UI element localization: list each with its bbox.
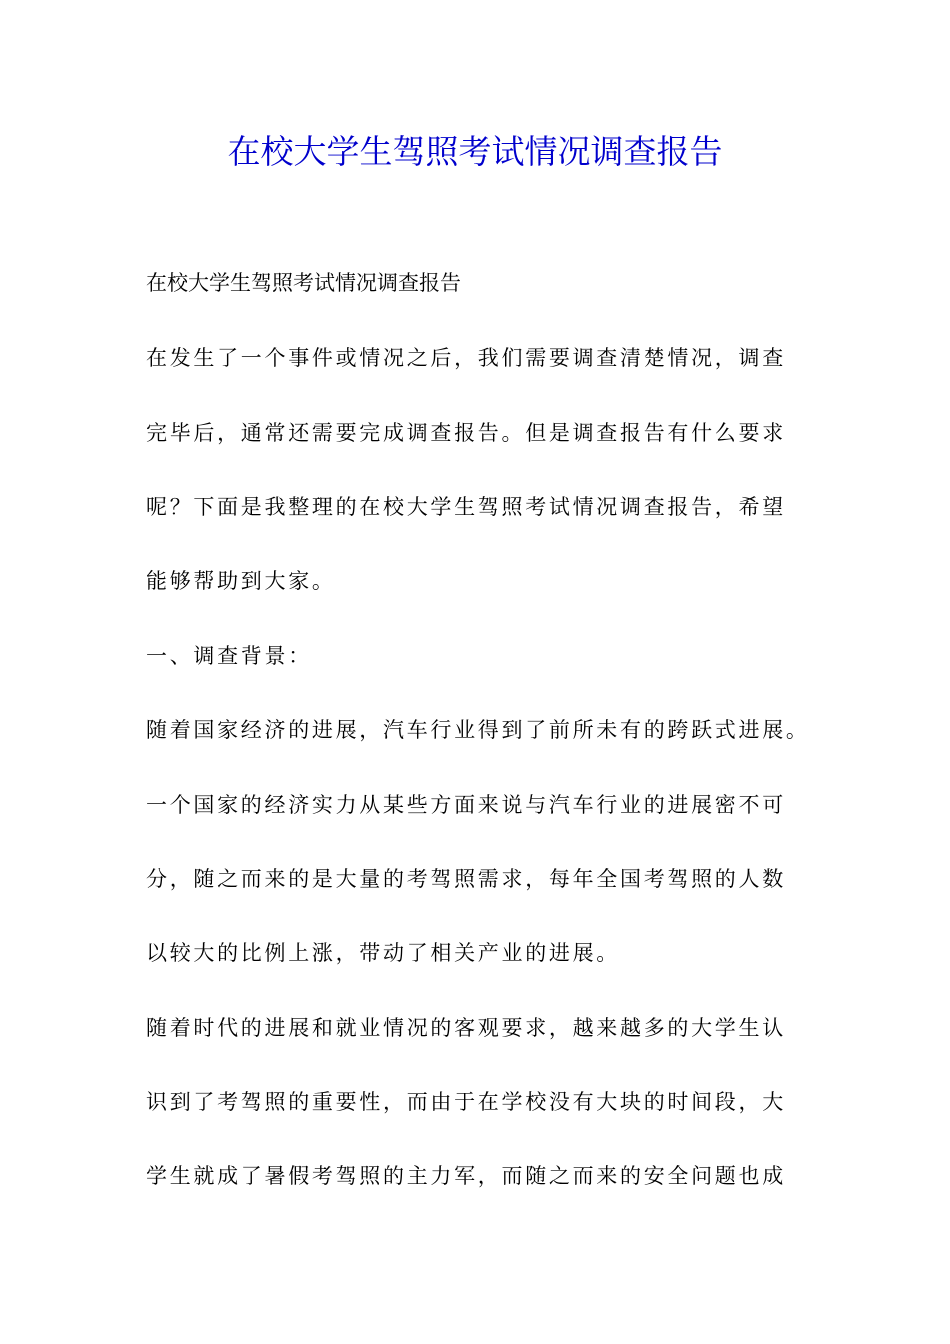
paragraph-line: 学生就成了暑假考驾照的主力军，而随之而来的安全问题也成 xyxy=(146,1164,786,1188)
paragraph-line: 随着时代的进展和就业情况的客观要求，越来越多的大学生认 xyxy=(146,1016,786,1040)
paragraph-line: 以较大的比例上涨，带动了相关产业的进展。 xyxy=(146,941,620,965)
paragraph-line: 能够帮助到大家。 xyxy=(146,569,336,593)
paragraph-line: 完毕后，通常还需要完成调查报告。但是调查报告有什么要求 xyxy=(146,421,786,445)
paragraph-line: 分，随之而来的是大量的考驾照需求，每年全国考驾照的人数 xyxy=(146,867,786,891)
paragraph-line: 呢？下面是我整理的在校大学生驾照考试情况调查报告，希望 xyxy=(146,495,786,519)
paragraph-line: 识到了考驾照的重要性，而由于在学校没有大块的时间段，大 xyxy=(146,1090,786,1114)
section-heading: 一、调查背景： xyxy=(146,644,312,668)
document-title: 在校大学生驾照考试情况调查报告 xyxy=(227,132,723,171)
paragraph-line: 在发生了一个事件或情况之后，我们需要调查清楚情况，调查 xyxy=(146,346,786,370)
paragraph-line: 一个国家的经济实力从某些方面来说与汽车行业的进展密不可 xyxy=(146,793,786,817)
paragraph-line: 随着国家经济的进展，汽车行业得到了前所未有的跨跃式进展。 xyxy=(146,718,810,742)
document-subtitle: 在校大学生驾照考试情况调查报告 xyxy=(146,271,461,295)
